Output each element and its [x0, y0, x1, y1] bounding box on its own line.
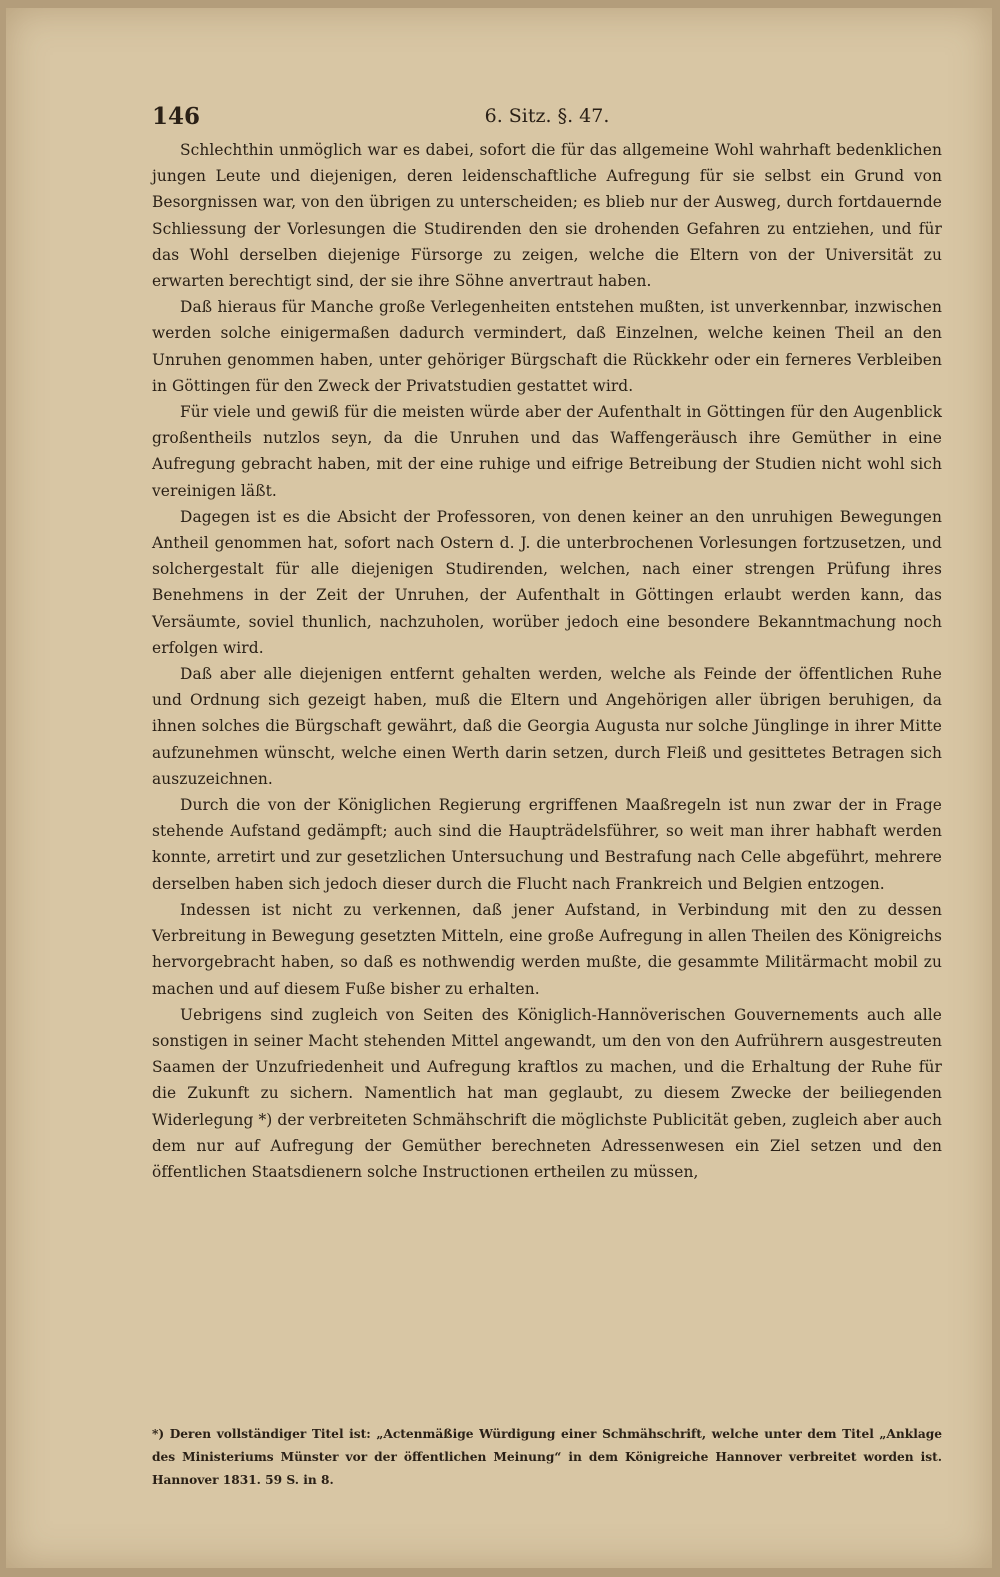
page-number: 146 — [152, 103, 201, 130]
paragraph: Schlechthin unmöglich war es dabei, sofort die für das allgemeine Wohl wahrhaft bedenklichen jungen Leute und diejenigen, deren leidenschaftliche Aufregung für sie selbst ein Grund von Besorgnissen war, von den übrigen zu unterscheiden; es blieb nur der Ausweg, durch fortdauernde Schliessung der Vorlesungen die Studirenden den sie drohenden Gefahren zu entziehen, und für das Wohl derselben diejenige Fürsorge zu zeigen, welche die Eltern von der Universität zu erwarten berechtigt sind, der sie ihre Söhne anvertraut haben. — [152, 141, 942, 291]
text-block — [152, 103, 942, 1504]
page-header — [152, 103, 942, 137]
body-text — [152, 137, 942, 1185]
paragraph: Daß hieraus für Manche große Verlegenheiten entstehen mußten, ist unverkennbar, inzwischen werden solche einigermaßen dadurch vermindert, daß Einzelnen, welche keinen Theil an den Unruhen genommen haben, unter gehöriger Bürgschaft die Rückkehr oder ein ferneres Verbleiben in Göttingen für den Zweck der Privatstudien gestattet wird. — [152, 298, 942, 395]
running-head: 6. Sitz. §. 47. — [484, 105, 610, 127]
footnote: *) Deren vollständiger Titel ist: „Actenmäßige Würdigung einer Schmähschrift, welche unter dem Titel „Anklage des Ministeriums Münster vor der öffentlichen Meinung“ in dem Königreiche Hannover verbreitet worden ist. Hannover 1831. 59 S. in 8. — [152, 1427, 942, 1488]
paragraph: Uebrigens sind zugleich von Seiten des Königlich-Hannöverischen Gouvernements auch alle sonstigen in seiner Macht stehenden Mittel angewandt, um den von den Aufrührern ausgestreuten Saamen der Unzufriedenheit und Aufregung kraftlos zu machen, und die Erhaltung der Ruhe für die Zukunft zu sichern. Namentlich hat man geglaubt, zu diesem Zwecke der beiliegenden Widerlegung *) der verbreiteten Schmähschrift die möglichste Publicität geben, zugleich aber auch dem nur auf Aufregung der Gemüther berechneten Adressenwesen ein Ziel setzen und den öffentlichen Staatsdienern solche Instructionen ertheilen zu müssen, — [152, 1005, 942, 1181]
paragraph: Für viele und gewiß für die meisten würde aber der Aufenthalt in Göttingen für den Augenblick großentheils nutzlos seyn, da die Unruhen und das Waffengeräusch ihre Gemüther in eine Aufregung gebracht haben, mit der eine ruhige und eifrige Betreibung der Studien nicht wohl sich vereinigen läßt. — [152, 403, 942, 500]
paragraph: Indessen ist nicht zu verkennen, daß jener Aufstand, in Verbindung mit den zu dessen Verbreitung in Bewegung gesetzten Mitteln, eine große Aufregung in allen Theilen des Königreichs hervorgebracht haben, so daß es nothwendig werden mußte, die gesammte Militärmacht mobil zu machen und auf diesem Fuße bisher zu erhalten. — [152, 900, 942, 998]
paragraph: Durch die von der Königlichen Regierung ergriffenen Maaßregeln ist nun zwar der in Frage stehende Aufstand gedämpft; auch sind die Haupträdelsführer, so weit man ihrer habhaft werden konnte, arretirt und zur gesetzlichen Untersuchung und Bestrafung nach Celle abgeführt, mehrere derselben haben sich jedoch dieser durch die Flucht nach Frankreich und Belgien entzogen. — [152, 796, 942, 893]
book-page — [6, 8, 992, 1568]
paragraph: Dagegen ist es die Absicht der Professoren, von denen keiner an den unruhigen Bewegungen Antheil genommen hat, sofort nach Ostern d. J. die unterbrochenen Vorlesungen fortzusetzen, und solchergestalt für alle diejenigen Studirenden, welchen, nach einer strengen Prüfung ihres Benehmens in der Zeit der Unruhen, der Aufenthalt in Göttingen erlaubt werden kann, das Versäumte, soviel thunlich, nachzuholen, worüber jedoch eine besondere Bekanntmachung noch erfolgen wird. — [152, 507, 942, 657]
paragraph: Daß aber alle diejenigen entfernt gehalten werden, welche als Feinde der öffentlichen Ruhe und Ordnung sich gezeigt haben, muß die Eltern und Angehörigen aller übrigen beruhigen, da ihnen solches die Bürgschaft gewährt, daß die Georgia Augusta nur solche Jünglinge in ihrer Mitte aufzunehmen wünscht, welche einen Werth darin setzen, durch Fleiß und gesittetes Betragen sich auszuzeichnen. — [152, 665, 942, 788]
footnote-separator — [152, 1410, 272, 1411]
